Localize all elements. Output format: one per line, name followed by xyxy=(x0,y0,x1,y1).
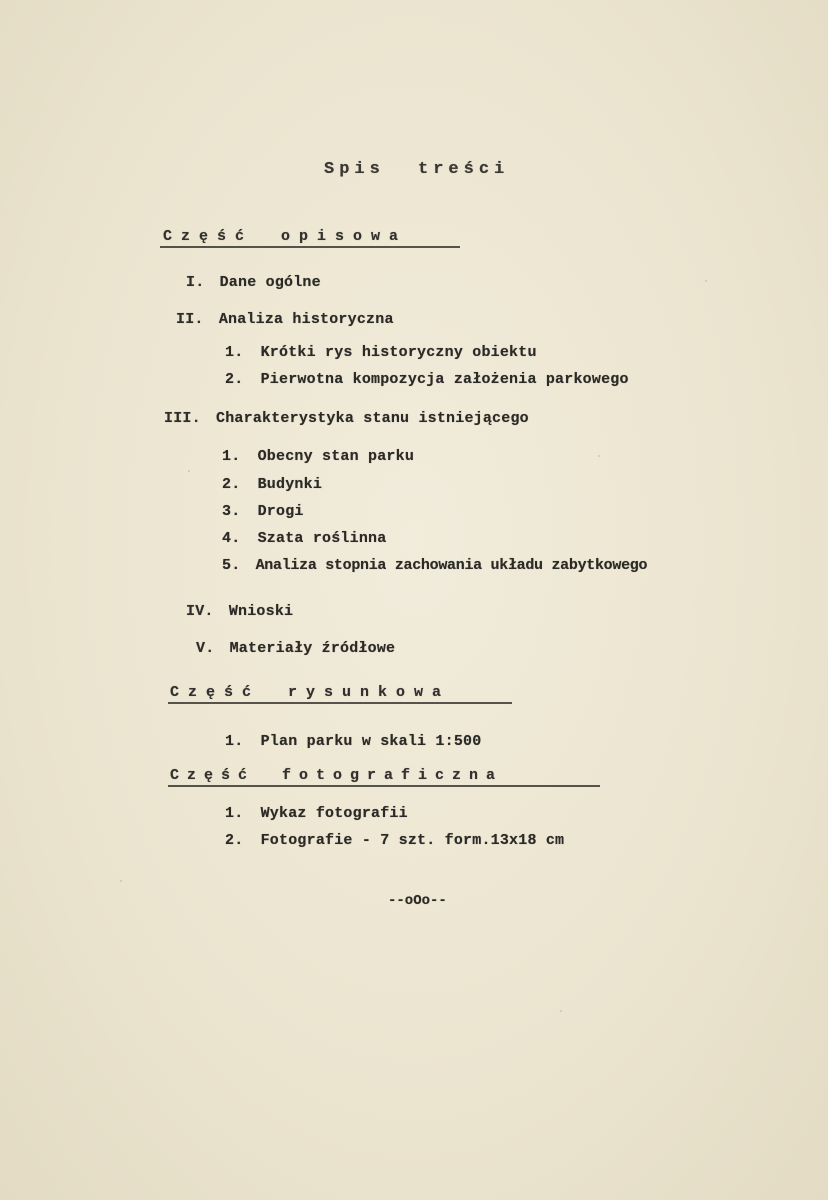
toc-label: Wykaz fotografii xyxy=(260,805,408,822)
toc-number: 2. xyxy=(222,476,241,493)
toc-label: Budynki xyxy=(257,476,323,493)
toc-number: IV. xyxy=(186,603,214,620)
toc-label: Materiały źródłowe xyxy=(229,640,396,657)
toc-subitem xyxy=(225,371,629,388)
toc-number: 3. xyxy=(222,503,241,520)
toc-number: I. xyxy=(186,274,205,291)
toc-subitem xyxy=(222,448,414,465)
toc-item-i xyxy=(186,274,321,291)
toc-subitem xyxy=(225,733,481,750)
paper-speck xyxy=(598,455,600,457)
section-heading-photos: Część fotograficzna xyxy=(170,767,504,784)
toc-number: II. xyxy=(176,311,204,328)
page-title: Spis treści xyxy=(324,160,510,179)
toc-number: 1. xyxy=(225,344,244,361)
toc-subitem xyxy=(225,832,564,849)
toc-item-ii xyxy=(176,311,394,328)
toc-label: Szata roślinna xyxy=(257,530,387,547)
end-mark: --oOo-- xyxy=(388,893,447,909)
section-heading-descriptive: Część opisowa xyxy=(163,228,408,245)
toc-label: Dane ogólne xyxy=(219,274,321,291)
toc-label: Obecny stan parku xyxy=(257,448,415,465)
section-underline xyxy=(160,246,460,248)
paper-speck xyxy=(188,470,190,472)
paper-speck xyxy=(560,1010,562,1012)
section-underline xyxy=(168,785,600,787)
toc-subitem xyxy=(222,503,304,520)
toc-number: 2. xyxy=(225,832,244,849)
toc-subitem xyxy=(222,557,647,574)
toc-label: Charakterystyka stanu istniejącego xyxy=(216,410,529,427)
section-heading-drawings: Część rysunkowa xyxy=(170,684,451,701)
toc-subitem xyxy=(225,805,408,822)
toc-label: Plan parku w skali 1:500 xyxy=(260,733,482,750)
toc-number: V. xyxy=(196,640,215,657)
toc-label: Pierwotna kompozycja założenia parkowego xyxy=(260,371,629,388)
toc-number: 5. xyxy=(222,557,241,574)
toc-number: 1. xyxy=(225,805,244,822)
section-underline xyxy=(168,702,512,704)
toc-label: Wnioski xyxy=(228,603,294,620)
toc-label: Krótki rys historyczny obiektu xyxy=(260,344,537,361)
toc-number: 1. xyxy=(222,448,241,465)
paper-speck xyxy=(120,880,122,882)
toc-subitem xyxy=(225,344,537,361)
toc-number: III. xyxy=(164,410,201,427)
toc-subitem xyxy=(222,530,386,547)
paper-speck xyxy=(705,280,707,282)
toc-number: 2. xyxy=(225,371,244,388)
toc-item-iii xyxy=(164,410,529,427)
toc-label: Fotografie - 7 szt. form.13x18 cm xyxy=(260,832,565,849)
toc-number: 1. xyxy=(225,733,244,750)
toc-label: Analiza historyczna xyxy=(218,311,394,328)
toc-item-iv xyxy=(186,603,293,620)
toc-subitem xyxy=(222,476,322,493)
toc-label: Analiza stopnia zachowania układu zabytkowego xyxy=(255,557,648,574)
toc-label: Drogi xyxy=(257,503,304,520)
toc-number: 4. xyxy=(222,530,241,547)
toc-item-v xyxy=(196,640,395,657)
